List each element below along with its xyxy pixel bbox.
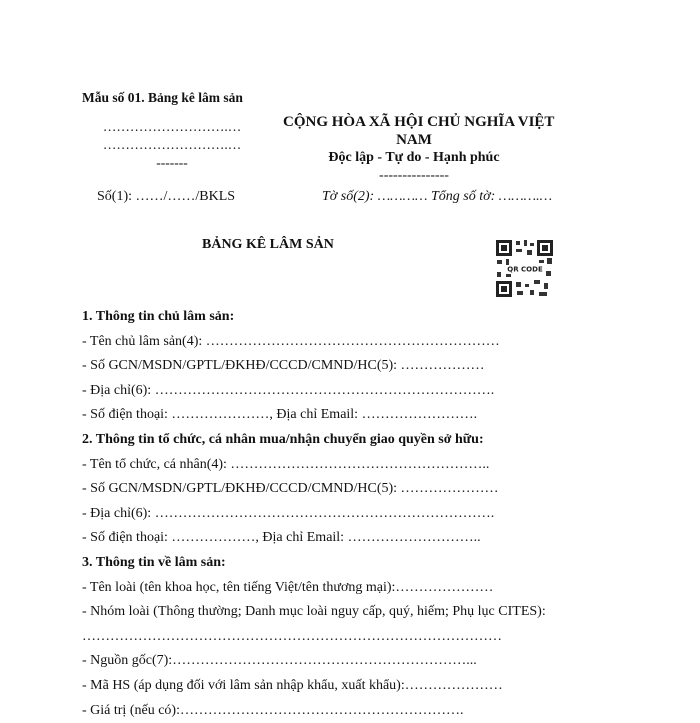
form-content [82, 305, 546, 723]
national-header [283, 113, 545, 185]
form-line: - Nguồn gốc(7):………………………………………………………... [82, 649, 546, 674]
qr-code-icon [494, 238, 555, 299]
country-name-line-2: NAM [283, 131, 545, 149]
issuer-divider: ------- [82, 154, 262, 172]
issuer-line-2: ……………………….… [82, 136, 262, 154]
form-line: - Số điện thoại: ………………, Địa chỉ Email: ……………………….. [82, 526, 546, 551]
issuer-line-1: ……………………….… [82, 118, 262, 136]
form-line: - Tên chủ lâm sản(4): ……………………………………………………… [82, 330, 546, 355]
section-heading: 2. Thông tin tổ chức, cá nhân mua/nhận chuyển giao quyền sở hữu: [82, 428, 546, 453]
form-line: - Tên loài (tên khoa học, tên tiếng Việt/tên thương mại):………………… [82, 576, 546, 601]
form-line: - Số điện thoại: …………………, Địa chỉ Email: ……………………. [82, 403, 546, 428]
form-line: - Mã HS (áp dụng đối với lâm sản nhập khẩu, xuất khẩu):………………… [82, 674, 546, 699]
motto-divider: --------------- [283, 167, 545, 185]
reference-number: Số(1): ……/……/BKLS [97, 189, 235, 205]
form-line: - Địa chỉ(6): ………………………………………………………………. [82, 502, 546, 527]
form-line: - Số GCN/MSDN/GPTL/ĐKHĐ/CCCD/CMND/HC(5): ……………… [82, 354, 546, 379]
country-name-line-1: CỘNG HÒA XÃ HỘI CHỦ NGHĨA VIỆT [283, 113, 545, 131]
section-heading: 1. Thông tin chủ lâm sản: [82, 305, 546, 330]
qr-code-label: QR CODE [507, 266, 543, 274]
form-number: Mẫu số 01. Bảng kê lâm sản [82, 90, 243, 106]
sheet-count: Tờ số(2): ………… Tổng số tờ: ……….… [322, 189, 552, 205]
national-motto: Độc lập - Tự do - Hạnh phúc [283, 149, 545, 167]
form-line: ……………………………………………………………………………… [82, 625, 546, 650]
form-line: - Tên tổ chức, cá nhân(4): ……………………………………………….. [82, 453, 546, 478]
form-line: - Giá trị (nếu có):……………………………………………………. [82, 699, 546, 723]
form-line: - Địa chỉ(6): ………………………………………………………………. [82, 379, 546, 404]
form-line: - Nhóm loài (Thông thường; Danh mục loài nguy cấp, quý, hiếm; Phụ lục CITES): [82, 600, 546, 625]
section-heading: 3. Thông tin về lâm sản: [82, 551, 546, 576]
form-line: - Số GCN/MSDN/GPTL/ĐKHĐ/CCCD/CMND/HC(5): ………………… [82, 477, 546, 502]
document-title: BẢNG KÊ LÂM SẢN [202, 237, 334, 253]
issuer-block [82, 118, 262, 172]
